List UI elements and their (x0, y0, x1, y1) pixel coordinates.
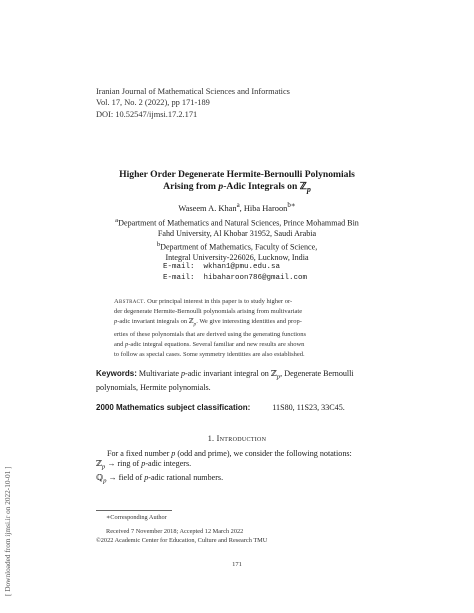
abstract-line-2: der degenerate Hermite-Bernoulli polynomials arising from multivariate (114, 308, 303, 316)
abstract-text: and (114, 340, 126, 348)
keywords-z-symbol: ℤ (270, 369, 277, 378)
msc-classification (96, 403, 345, 412)
affil-b-sup: b (156, 240, 161, 248)
affiliation-b-line-2: Integral University-226026, Lucknow, India (165, 253, 309, 263)
q-symbol: ℚ (96, 473, 104, 483)
authors (0, 201, 474, 213)
footnote-rule (96, 510, 172, 511)
author-sep: , (239, 203, 244, 213)
intro-text: → field of (106, 473, 145, 483)
intro-p: p (141, 459, 146, 469)
abstract-text: Our principal interest in this paper is to study higher or- (147, 298, 293, 305)
affiliation-a-line-1 (0, 216, 474, 229)
journal-doi: DOI: 10.52547/ijmsi.17.2.171 (96, 109, 198, 119)
z-subscript: p (101, 464, 106, 472)
intro-text: For a fixed number (107, 449, 172, 458)
intro-text: -adic integers. (145, 459, 192, 469)
intro-line-1 (96, 449, 352, 459)
abstract-line-3 (114, 317, 364, 329)
title-text: Arising from (163, 181, 219, 192)
abstract-line-4: erties of these polynomials that are derived using the generating functions (114, 330, 307, 338)
title-p: p (218, 181, 224, 192)
intro-text: (odd and prime), we consider the following notations: (175, 449, 352, 458)
affiliation-a-line-2: Fahd University, Al Khobar 31952, Saudi Arabia (157, 229, 317, 239)
abstract-text: -adic integral equations. Several familiar and new results are shown (128, 340, 305, 348)
abstract-line-5 (114, 340, 364, 350)
author-1-sup: a (236, 201, 240, 209)
keywords-label: Keywords: (96, 369, 137, 378)
footnotes (96, 514, 267, 545)
affiliations (0, 216, 474, 264)
emails (163, 262, 307, 283)
email-row-2 (163, 273, 307, 284)
paper-title (0, 169, 474, 196)
footnote-received: Received 7 November 2018; Accepted 12 March 2022 (106, 527, 244, 535)
footnote-corresponding: ∗Corresponding Author (106, 514, 167, 521)
title-subscript: p (306, 184, 311, 194)
affil-text: Department of Mathematics and Natural Sciences, Prince Mohammad Bin (118, 218, 359, 228)
footnote-copyright: ©2022 Academic Center for Education, Culture and Research TMU (96, 536, 268, 544)
abstract-subscript: p (193, 321, 197, 328)
email-label: E-mail: (163, 263, 195, 271)
section-heading: 1. Introduction (207, 434, 267, 443)
keywords-text: -adic invariant integral on (185, 369, 271, 378)
keywords-text: , Degenerate Bernoulli (280, 369, 354, 378)
z-symbol: ℤ (96, 459, 102, 469)
author-2-sup: b∗ (287, 201, 296, 209)
abstract (114, 297, 364, 360)
abstract-heading: Abstract. (114, 298, 146, 305)
abstract-p: p (125, 340, 129, 348)
email-label: E-mail: (163, 273, 195, 282)
journal-volume: Vol. 17, No. 2 (2022), pp 171-189 (96, 98, 210, 108)
page-number: 171 (232, 561, 242, 568)
email-2[interactable]: hibaharoon786@gmail.com (203, 273, 308, 282)
keywords (96, 369, 354, 394)
author-2: Hiba Haroon (243, 203, 288, 213)
email-row-1 (163, 262, 307, 273)
intro-line-2 (96, 459, 352, 473)
intro-text: -adic rational numbers. (148, 473, 224, 483)
journal-header (96, 86, 290, 120)
abstract-p: p (114, 318, 118, 326)
keywords-text: Multivariate (136, 369, 181, 378)
title-line-2 (0, 181, 474, 196)
keywords-subscript: p (276, 373, 281, 381)
title-line-1: Higher Order Degenerate Hermite-Bernoulli Polynomials (119, 169, 355, 180)
intro-body (96, 449, 352, 487)
abstract-line-6: to follow as special cases. Some symmetry identities are also established. (114, 350, 305, 358)
msc-codes: 11S80, 11S23, 33C45. (272, 403, 345, 412)
abstract-text: . We give interesting identities and prop- (196, 318, 302, 326)
download-watermark: [ Downloaded from ijmsi.ir on 2022-10-01 ] (3, 466, 12, 596)
abstract-line-1 (114, 297, 364, 307)
affil-text: Department of Mathematics, Faculty of Science, (160, 242, 318, 252)
journal-name: Iranian Journal of Mathematical Sciences and Informatics (96, 87, 290, 96)
affiliation-b-line-1 (0, 240, 474, 253)
q-subscript: p (103, 478, 107, 486)
title-z-symbol: ℤ (299, 181, 307, 192)
msc-label: 2000 Mathematics subject classification: (96, 403, 251, 412)
keywords-line-1 (96, 369, 354, 383)
title-text: -Adic Integrals on (223, 181, 300, 192)
email-1[interactable]: wkhan1@pmu.edu.sa (203, 263, 281, 271)
intro-text: → ring of (105, 459, 142, 469)
intro-p: p (171, 449, 176, 458)
abstract-text: -adic invariant integrals on (117, 318, 189, 326)
affil-a-sup: a (115, 217, 119, 224)
author-1: Waseem A. Khan (178, 203, 237, 213)
intro-p: p (144, 473, 149, 483)
abstract-z-symbol: ℤ (188, 318, 194, 326)
keywords-p: p (180, 369, 186, 378)
intro-line-3 (96, 473, 352, 487)
keywords-line-2: polynomials, Hermite polynomials. (96, 383, 211, 393)
